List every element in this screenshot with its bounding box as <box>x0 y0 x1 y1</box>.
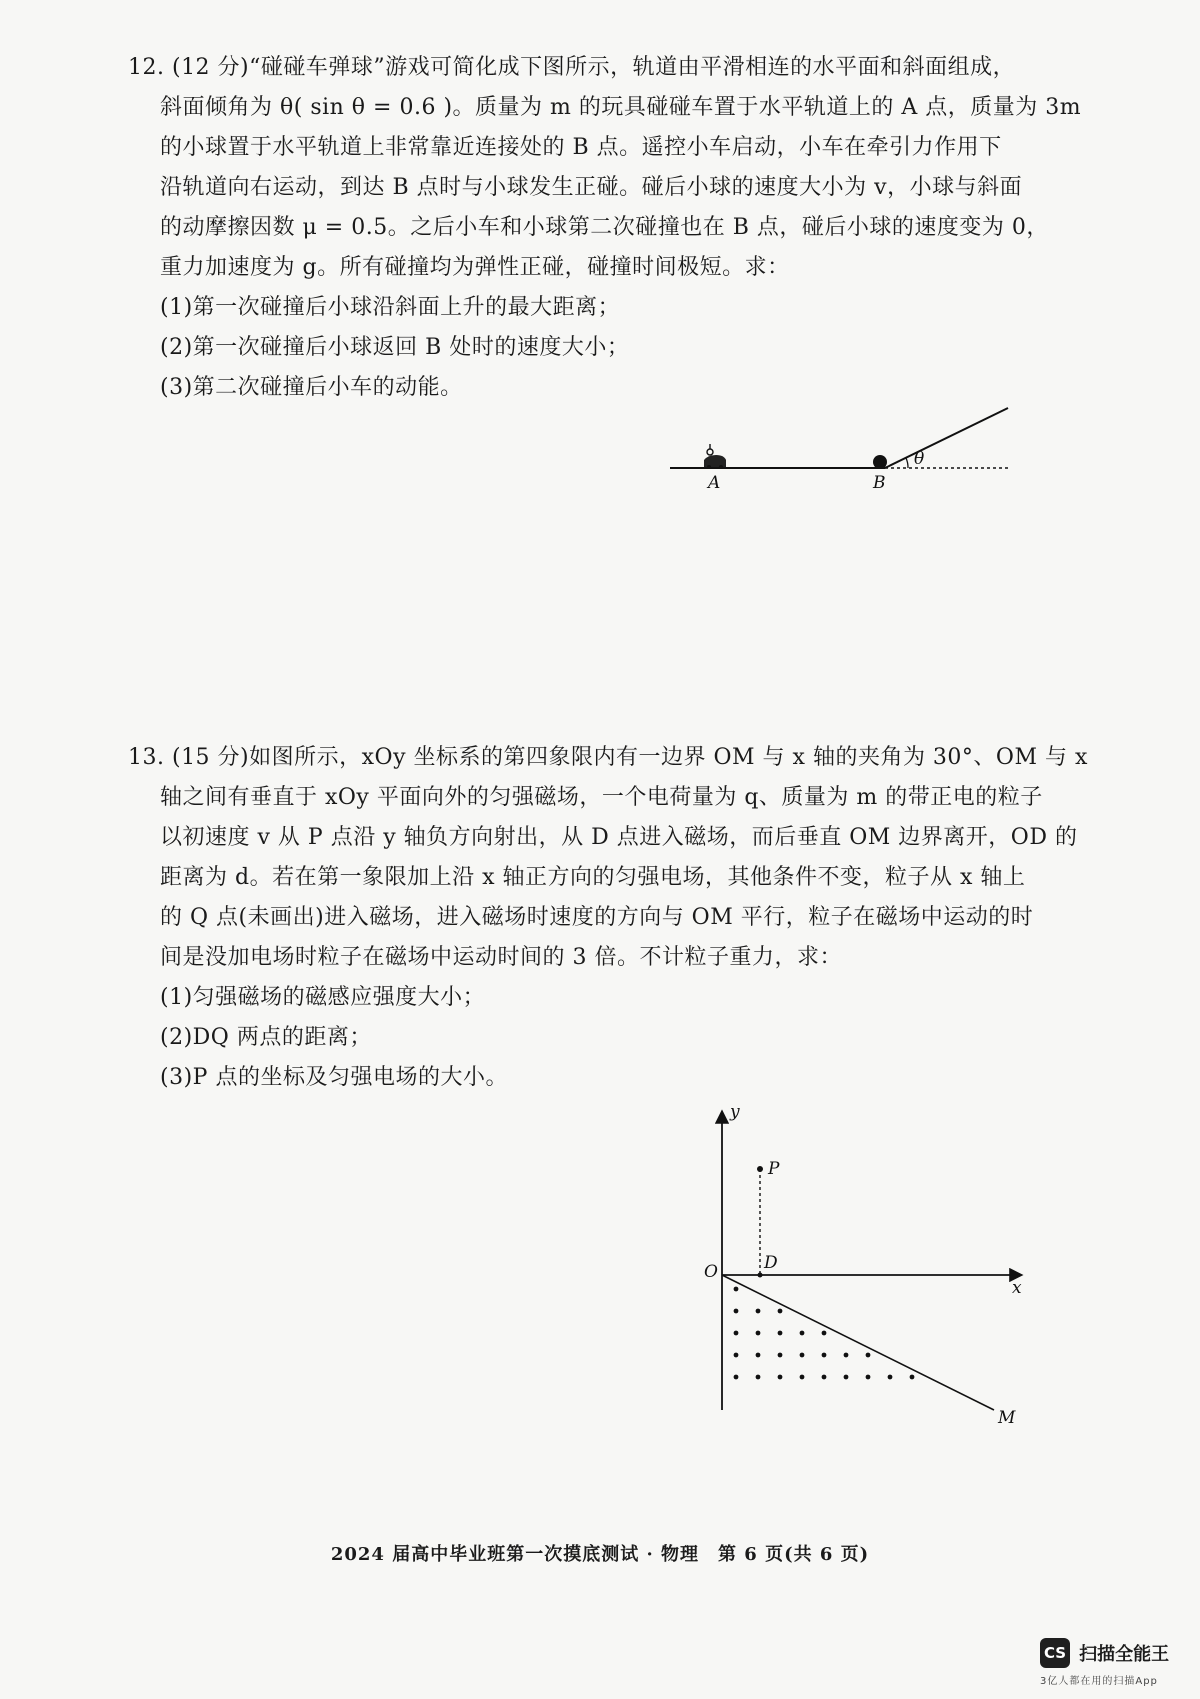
problem-12-line: 12. (12 分)“碰碰车弹球”游戏可简化成下图所示，轨道由平滑相连的水平面和斜面组成， <box>128 55 1016 80</box>
field-dot <box>778 1375 783 1380</box>
field-dot <box>734 1353 739 1358</box>
point-p <box>757 1166 763 1172</box>
label-x: x <box>1012 1278 1022 1298</box>
field-dot <box>756 1331 761 1336</box>
problem-13-line: 13. (15 分)如图所示，xOy 坐标系的第四象限内有一边界 OM 与 x 轴的夹角为 30°、OM 与 x <box>128 745 1088 770</box>
incline-slope <box>885 408 1008 468</box>
label-m: M <box>998 1408 1016 1428</box>
field-dot <box>800 1331 805 1336</box>
problem-13 <box>128 738 1088 1098</box>
scanner-logo: CS <box>1040 1638 1070 1668</box>
page-footer: 2024 届高中毕业班第一次摸底测试 · 物理 第 6 页(共 6 页) <box>330 1544 870 1565</box>
field-dot <box>822 1375 827 1380</box>
field-dot <box>734 1309 739 1314</box>
problem-12 <box>128 48 1082 408</box>
field-dot <box>844 1375 849 1380</box>
magnetic-field-dots <box>734 1287 915 1380</box>
field-dot <box>844 1353 849 1358</box>
problem-13-line: 间是没加电场时粒子在磁场中运动时间的 3 倍。不计粒子重力，求： <box>160 945 842 970</box>
field-dot <box>756 1375 761 1380</box>
field-dot <box>778 1309 783 1314</box>
field-dot <box>822 1353 827 1358</box>
problem-13-line: 距离为 d。若在第一象限加上沿 x 轴正方向的匀强电场，其他条件不变，粒子从 x 轴上 <box>160 865 1026 890</box>
problem-13-question-1: (1)匀强磁场的磁感应强度大小； <box>160 985 486 1010</box>
label-a: A <box>708 473 721 493</box>
scanner-watermark <box>1040 1638 1190 1687</box>
problem-12-line: 斜面倾角为 θ( sin θ = 0.6 )。质量为 m 的玩具碰碰车置于水平轨道上的 A 点，质量为 3m <box>160 95 1082 120</box>
label-theta: θ <box>914 449 925 469</box>
field-dot <box>778 1353 783 1358</box>
problem-13-figure <box>700 1102 1040 1435</box>
problem-12-line: 的动摩擦因数 μ = 0.5。之后小车和小球第二次碰撞也在 B 点，碰后小球的速度变为 0， <box>160 215 1049 240</box>
problem-12-line: 重力加速度为 g。所有碰撞均为弹性正碰，碰撞时间极短。求： <box>160 255 790 280</box>
label-y: y <box>730 1102 740 1122</box>
field-dot <box>756 1309 761 1314</box>
scanner-name: 扫描全能王 <box>1079 1644 1170 1665</box>
field-dot <box>778 1331 783 1336</box>
scanner-slogan: 3亿人都在用的扫描App <box>1040 1676 1158 1687</box>
small-ball <box>873 455 887 469</box>
theta-arc <box>906 458 908 468</box>
label-p: P <box>768 1159 780 1179</box>
problem-13-line: 以初速度 v 从 P 点沿 y 轴负方向射出，从 D 点进入磁场，而后垂直 OM 边界离开，OD 的 <box>160 825 1078 850</box>
problem-13-line: 轴之间有垂直于 xOy 平面向外的匀强磁场，一个电荷量为 q、质量为 m 的带正电的粒子 <box>160 785 1043 810</box>
field-dot <box>734 1331 739 1336</box>
field-dot <box>910 1375 915 1380</box>
problem-13-line: 的 Q 点(未画出)进入磁场，进入磁场时速度的方向与 OM 平行，粒子在磁场中运动的时 <box>160 905 1034 930</box>
field-dot <box>800 1375 805 1380</box>
label-d: D <box>764 1253 778 1273</box>
field-dot <box>800 1353 805 1358</box>
field-dot <box>822 1331 827 1336</box>
field-dot <box>866 1375 871 1380</box>
field-dot <box>888 1375 893 1380</box>
problem-13-question-3: (3)P 点的坐标及匀强电场的大小。 <box>160 1065 508 1090</box>
label-o: O <box>704 1262 718 1282</box>
problem-12-question-2: (2)第一次碰撞后小球返回 B 处时的速度大小； <box>160 335 630 360</box>
problem-12-question-3: (3)第二次碰撞后小车的动能。 <box>160 375 463 400</box>
boundary-om <box>722 1275 994 1410</box>
problem-12-figure <box>670 400 1030 493</box>
problem-12-line: 沿轨道向右运动，到达 B 点时与小球发生正碰。碰后小球的速度大小为 v，小球与斜面 <box>160 175 1023 200</box>
field-dot <box>756 1353 761 1358</box>
field-dot <box>734 1287 739 1292</box>
point-d <box>758 1273 763 1278</box>
label-b: B <box>873 473 886 493</box>
field-dot <box>734 1375 739 1380</box>
problem-13-question-2: (2)DQ 两点的距离； <box>160 1025 372 1050</box>
problem-12-question-1: (1)第一次碰撞后小球沿斜面上升的最大距离； <box>160 295 621 320</box>
problem-12-line: 的小球置于水平轨道上非常靠近连接处的 B 点。遥控小车启动，小车在牵引力作用下 <box>160 135 1002 160</box>
field-dot <box>866 1353 871 1358</box>
bumper-car-icon <box>704 444 726 469</box>
